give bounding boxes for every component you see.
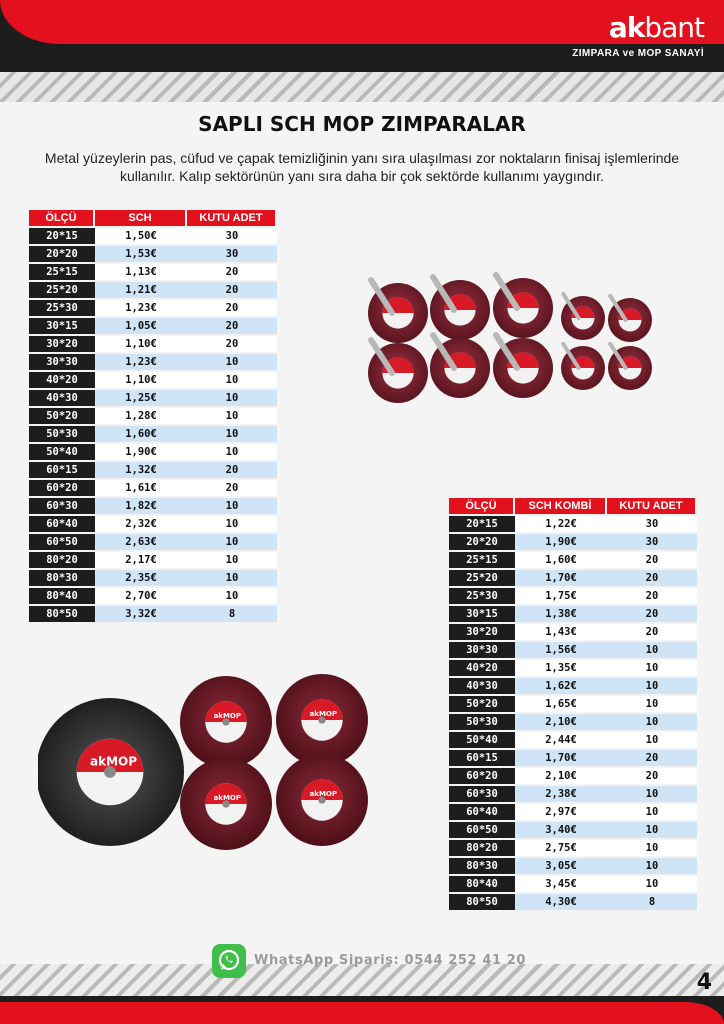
cell-price: 1,28€ (95, 408, 187, 424)
price-table-sch-kombi (449, 496, 697, 912)
cell-price: 3,32€ (95, 606, 187, 622)
cell-price: 1,23€ (95, 300, 187, 316)
cell-box-qty: 10 (607, 642, 697, 658)
table-row (29, 444, 277, 460)
page-title: SAPLI SCH MOP ZIMPARALAR (198, 112, 526, 136)
cell-box-qty: 10 (607, 714, 697, 730)
cell-box-qty: 10 (187, 354, 277, 370)
table-row (449, 552, 697, 568)
cell-price: 1,43€ (515, 624, 607, 640)
table-row (29, 354, 277, 370)
cell-price: 1,61€ (95, 480, 187, 496)
cell-size: 25*15 (29, 264, 95, 280)
cell-box-qty: 10 (187, 570, 277, 586)
table-row (29, 300, 277, 316)
cell-box-qty: 30 (187, 246, 277, 262)
cell-price: 1,82€ (95, 498, 187, 514)
table-row (29, 408, 277, 424)
table-row (449, 858, 697, 874)
cell-size: 30*20 (449, 624, 515, 640)
table-row (449, 840, 697, 856)
cell-price: 1,50€ (95, 228, 187, 244)
cell-box-qty: 30 (607, 534, 697, 550)
cell-size: 60*30 (449, 786, 515, 802)
cell-price: 1,90€ (95, 444, 187, 460)
cell-price: 1,05€ (95, 318, 187, 334)
cell-box-qty: 10 (187, 426, 277, 442)
cell-price: 1,56€ (515, 642, 607, 658)
cell-size: 80*20 (449, 840, 515, 856)
product-label-text: akMOP (213, 793, 242, 802)
cell-price: 1,10€ (95, 372, 187, 388)
cell-box-qty: 10 (607, 660, 697, 676)
cell-size: 60*15 (449, 750, 515, 766)
cell-size: 80*50 (29, 606, 95, 622)
table-row (449, 696, 697, 712)
cell-size: 50*40 (29, 444, 95, 460)
cell-box-qty: 10 (187, 408, 277, 424)
cell-price: 1,22€ (515, 516, 607, 532)
cell-size: 20*15 (449, 516, 515, 532)
table-row (449, 732, 697, 748)
cell-size: 40*30 (449, 678, 515, 694)
column-header-size: ÖLÇÜ (449, 498, 515, 514)
cell-box-qty: 10 (607, 858, 697, 874)
cell-size: 40*20 (29, 372, 95, 388)
table-row (449, 642, 697, 658)
cell-box-qty: 10 (187, 444, 277, 460)
product-label-text: akMOP (213, 711, 242, 720)
column-header-box-qty: KUTU ADET (187, 210, 277, 226)
cell-price: 1,35€ (515, 660, 607, 676)
cell-price: 2,44€ (515, 732, 607, 748)
cell-size: 40*20 (449, 660, 515, 676)
cell-size: 30*30 (449, 642, 515, 658)
cell-size: 80*30 (449, 858, 515, 874)
cell-box-qty: 10 (607, 840, 697, 856)
cell-price: 2,32€ (95, 516, 187, 532)
cell-box-qty: 20 (607, 606, 697, 622)
cell-box-qty: 10 (607, 876, 697, 892)
cell-price: 1,53€ (95, 246, 187, 262)
table-header-row (449, 498, 697, 514)
cell-box-qty: 10 (187, 552, 277, 568)
cell-size: 30*30 (29, 354, 95, 370)
cell-box-qty: 10 (187, 516, 277, 532)
cell-price: 1,38€ (515, 606, 607, 622)
cell-box-qty: 10 (187, 390, 277, 406)
cell-box-qty: 10 (187, 372, 277, 388)
cell-price: 2,63€ (95, 534, 187, 550)
cell-price: 1,25€ (95, 390, 187, 406)
cell-box-qty: 10 (607, 678, 697, 694)
table-row (29, 372, 277, 388)
cell-size: 20*20 (29, 246, 95, 262)
cell-price: 1,75€ (515, 588, 607, 604)
whatsapp-text: WhatsApp Sipariş: 0544 252 41 20 (254, 953, 527, 968)
cell-size: 50*30 (29, 426, 95, 442)
cell-price: 4,30€ (515, 894, 607, 910)
column-header-price: SCH KOMBİ (515, 498, 607, 514)
table-row (29, 246, 277, 262)
table-row (29, 606, 277, 622)
cell-box-qty: 10 (607, 804, 697, 820)
cell-price: 3,05€ (515, 858, 607, 874)
table-row (449, 516, 697, 532)
whatsapp-order[interactable] (212, 944, 532, 978)
price-table-body (449, 516, 697, 910)
cell-size: 20*20 (449, 534, 515, 550)
table-row (29, 588, 277, 604)
table-row (29, 570, 277, 586)
cell-size: 25*15 (449, 552, 515, 568)
table-row (449, 876, 697, 892)
column-header-size: ÖLÇÜ (29, 210, 95, 226)
cell-box-qty: 10 (607, 786, 697, 802)
cell-size: 60*50 (449, 822, 515, 838)
table-row (449, 894, 697, 910)
cell-size: 25*30 (449, 588, 515, 604)
cell-box-qty: 10 (187, 588, 277, 604)
cell-box-qty: 10 (187, 498, 277, 514)
cell-price: 2,70€ (95, 588, 187, 604)
cell-price: 2,97€ (515, 804, 607, 820)
cell-price: 2,38€ (515, 786, 607, 802)
brand-logo (572, 11, 704, 59)
product-label-text: akMOP (309, 789, 338, 798)
price-table-body (29, 228, 277, 622)
cell-box-qty: 20 (607, 570, 697, 586)
cell-size: 80*50 (449, 894, 515, 910)
table-row (29, 462, 277, 478)
table-row (29, 228, 277, 244)
product-image-small-mops (358, 268, 658, 418)
cell-box-qty: 20 (187, 264, 277, 280)
cell-box-qty: 20 (187, 462, 277, 478)
cell-price: 1,65€ (515, 696, 607, 712)
cell-box-qty: 20 (607, 768, 697, 784)
cell-box-qty: 8 (187, 606, 277, 622)
cell-box-qty: 20 (607, 624, 697, 640)
page-description: Metal yüzeylerin pas, cüfud ve çapak temizliğinin yanı sıra ulaşılması zor noktaların finisaj işlemlerinde kullanılır. Kalıp sektörünün yanı sıra daha bir çok sektörde kullanımı yaygındır. (44, 150, 680, 184)
cell-size: 80*20 (29, 552, 95, 568)
table-row (29, 336, 277, 352)
cell-price: 1,13€ (95, 264, 187, 280)
cell-size: 40*30 (29, 390, 95, 406)
column-header-price: SCH (95, 210, 187, 226)
cell-size: 50*30 (449, 714, 515, 730)
cell-size: 80*40 (449, 876, 515, 892)
cell-box-qty: 20 (187, 336, 277, 352)
table-row (449, 606, 697, 622)
product-label-text: akMOP (90, 754, 138, 769)
cell-box-qty: 20 (187, 480, 277, 496)
cell-price: 1,90€ (515, 534, 607, 550)
page-number: 4 (696, 970, 712, 995)
cell-box-qty: 20 (187, 300, 277, 316)
cell-box-qty: 20 (607, 552, 697, 568)
cell-box-qty: 8 (607, 894, 697, 910)
table-row (449, 786, 697, 802)
header-stripes (0, 72, 724, 102)
cell-price: 1,10€ (95, 336, 187, 352)
cell-size: 60*20 (449, 768, 515, 784)
cell-box-qty: 10 (607, 822, 697, 838)
product-image-combi-mops (38, 660, 378, 850)
cell-size: 30*15 (29, 318, 95, 334)
cell-price: 1,60€ (95, 426, 187, 442)
table-row (29, 498, 277, 514)
cell-size: 80*30 (29, 570, 95, 586)
brand-name-thin: bant (644, 11, 704, 44)
cell-size: 60*15 (29, 462, 95, 478)
cell-box-qty: 30 (607, 516, 697, 532)
cell-price: 2,17€ (95, 552, 187, 568)
price-table-sch (29, 208, 277, 624)
table-row (29, 516, 277, 532)
cell-size: 20*15 (29, 228, 95, 244)
cell-price: 1,62€ (515, 678, 607, 694)
table-row (449, 624, 697, 640)
cell-box-qty: 20 (607, 750, 697, 766)
table-row (29, 480, 277, 496)
cell-price: 2,10€ (515, 714, 607, 730)
cell-size: 25*30 (29, 300, 95, 316)
table-row (29, 264, 277, 280)
table-row (449, 804, 697, 820)
table-row (449, 534, 697, 550)
cell-price: 1,21€ (95, 282, 187, 298)
table-row (449, 588, 697, 604)
cell-price: 2,75€ (515, 840, 607, 856)
cell-price: 1,23€ (95, 354, 187, 370)
table-row (29, 426, 277, 442)
table-row (29, 390, 277, 406)
cell-size: 50*20 (29, 408, 95, 424)
table-row (29, 282, 277, 298)
cell-price: 3,45€ (515, 876, 607, 892)
table-row (449, 750, 697, 766)
cell-size: 80*40 (29, 588, 95, 604)
cell-price: 2,10€ (515, 768, 607, 784)
cell-price: 1,32€ (95, 462, 187, 478)
brand-tagline: ZIMPARA ve MOP SANAYİ (572, 48, 704, 59)
cell-size: 60*50 (29, 534, 95, 550)
cell-price: 1,60€ (515, 552, 607, 568)
product-label-text: akMOP (309, 709, 338, 718)
cell-size: 30*15 (449, 606, 515, 622)
cell-size: 60*20 (29, 480, 95, 496)
table-row (29, 318, 277, 334)
cell-size: 50*20 (449, 696, 515, 712)
cell-size: 60*30 (29, 498, 95, 514)
cell-size: 60*40 (449, 804, 515, 820)
cell-box-qty: 10 (607, 696, 697, 712)
cell-price: 1,70€ (515, 750, 607, 766)
cell-price: 2,35€ (95, 570, 187, 586)
table-row (29, 552, 277, 568)
cell-box-qty: 20 (187, 282, 277, 298)
table-row (449, 570, 697, 586)
footer-red-band (0, 1002, 724, 1024)
table-row (29, 534, 277, 550)
table-row (449, 714, 697, 730)
cell-price: 1,70€ (515, 570, 607, 586)
cell-size: 30*20 (29, 336, 95, 352)
table-row (449, 660, 697, 676)
table-row (449, 822, 697, 838)
cell-box-qty: 30 (187, 228, 277, 244)
table-row (449, 678, 697, 694)
cell-box-qty: 20 (607, 588, 697, 604)
cell-price: 3,40€ (515, 822, 607, 838)
cell-box-qty: 10 (187, 534, 277, 550)
cell-box-qty: 10 (607, 732, 697, 748)
cell-size: 60*40 (29, 516, 95, 532)
table-row (449, 768, 697, 784)
cell-box-qty: 20 (187, 318, 277, 334)
table-header-row (29, 210, 277, 226)
column-header-box-qty: KUTU ADET (607, 498, 697, 514)
whatsapp-icon (212, 944, 246, 978)
cell-size: 25*20 (449, 570, 515, 586)
cell-size: 50*40 (449, 732, 515, 748)
cell-size: 25*20 (29, 282, 95, 298)
brand-name-bold: ak (608, 11, 645, 44)
